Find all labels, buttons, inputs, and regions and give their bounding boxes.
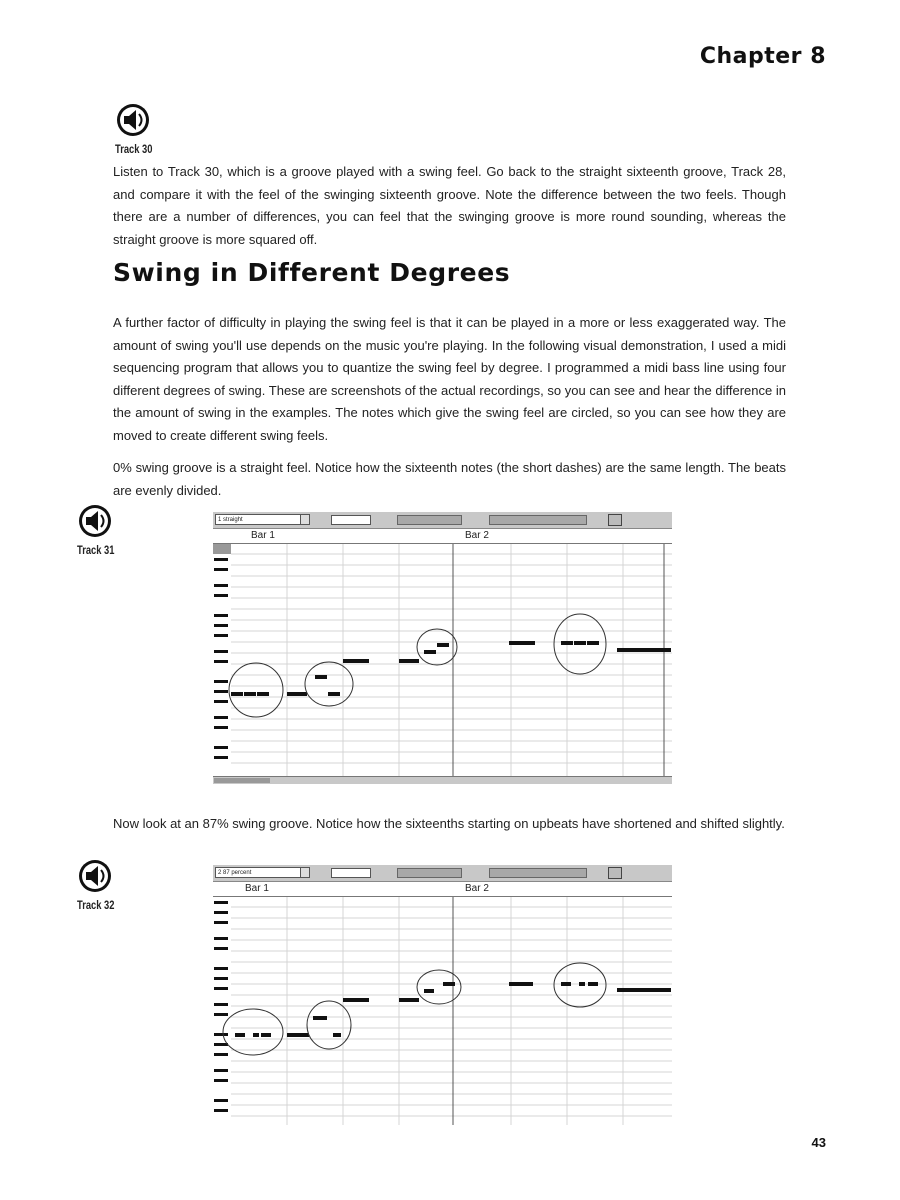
velocity-field — [489, 868, 587, 878]
bar-2-label: Bar 2 — [465, 883, 489, 894]
piano-roll-screenshot-straight — [213, 512, 672, 784]
track-30-label: Track 30 — [115, 142, 153, 156]
audio-track-icon — [77, 858, 113, 894]
chapter-title: Chapter 8 — [699, 44, 826, 69]
length-slider — [397, 868, 462, 878]
scrollbar-thumb — [214, 778, 270, 783]
page-number: 43 — [811, 1135, 826, 1150]
scrollbar — [213, 776, 672, 784]
chevron-down-icon — [300, 867, 310, 878]
paragraph-zero-swing: 0% swing groove is a straight feel. Notice how the sixteenth notes (the short dashes) are the same length. The beats are evenly divided. — [113, 460, 786, 498]
paragraph-swing-degrees: A further factor of difficulty in playing the swing feel is that it can be played in a more or less exaggerated way. The amount of swing you'll use depends on the music you're playing. In the following visual demonstration, I used a midi sequencing program that allows you to quantize the swing feel by degree. I programmed a midi bass line using four different degrees of swing. These are screenshots of the actual recordings, so you can see and hear the difference in the amount of swing in the examples. The notes which give the swing feel are circled, so you can see how they are moved to create different swing feels. — [113, 315, 786, 443]
audio-track-icon — [77, 503, 113, 539]
bar-2-label: Bar 2 — [465, 530, 489, 541]
track-31-label: Track 31 — [77, 543, 115, 557]
audio-track-icon — [115, 102, 151, 138]
chevron-down-icon — [300, 514, 310, 525]
sequencer-toolbar — [213, 512, 672, 529]
length-slider — [397, 515, 462, 525]
velocity-field — [489, 515, 587, 525]
bar-ruler — [213, 882, 672, 897]
quantize-preset-select: 2 87 percent — [215, 867, 310, 878]
sequencer-toolbar — [213, 865, 672, 882]
position-field — [331, 515, 371, 525]
bar-ruler — [213, 529, 672, 544]
track-32-label: Track 32 — [77, 898, 115, 912]
quantize-preset-select: 1 straight — [215, 514, 310, 525]
piano-roll-grid — [213, 897, 672, 1125]
bar-1-label: Bar 1 — [245, 883, 269, 894]
paragraph-87-swing: Now look at an 87% swing groove. Notice how the sixteenths starting on upbeats have shortened and shifted slightly. — [113, 816, 785, 831]
toolbar-button — [608, 514, 622, 526]
bar-1-label: Bar 1 — [251, 530, 275, 541]
toolbar-button — [608, 867, 622, 879]
position-field — [331, 868, 371, 878]
paragraph-intro: Listen to Track 30, which is a groove played with a swing feel. Go back to the straight sixteenth groove, Track 28, and compare it with the feel of the swinging sixteenth groove. Note the difference between the two feels. Though there are a number of differences, you can feel that the swinging groove is more round sounding, whereas the straight groove is more squared off. — [113, 164, 786, 247]
section-heading: Swing in Different Degrees — [113, 258, 511, 287]
piano-roll-grid — [213, 544, 672, 776]
piano-roll-screenshot-87-percent — [213, 865, 672, 1129]
